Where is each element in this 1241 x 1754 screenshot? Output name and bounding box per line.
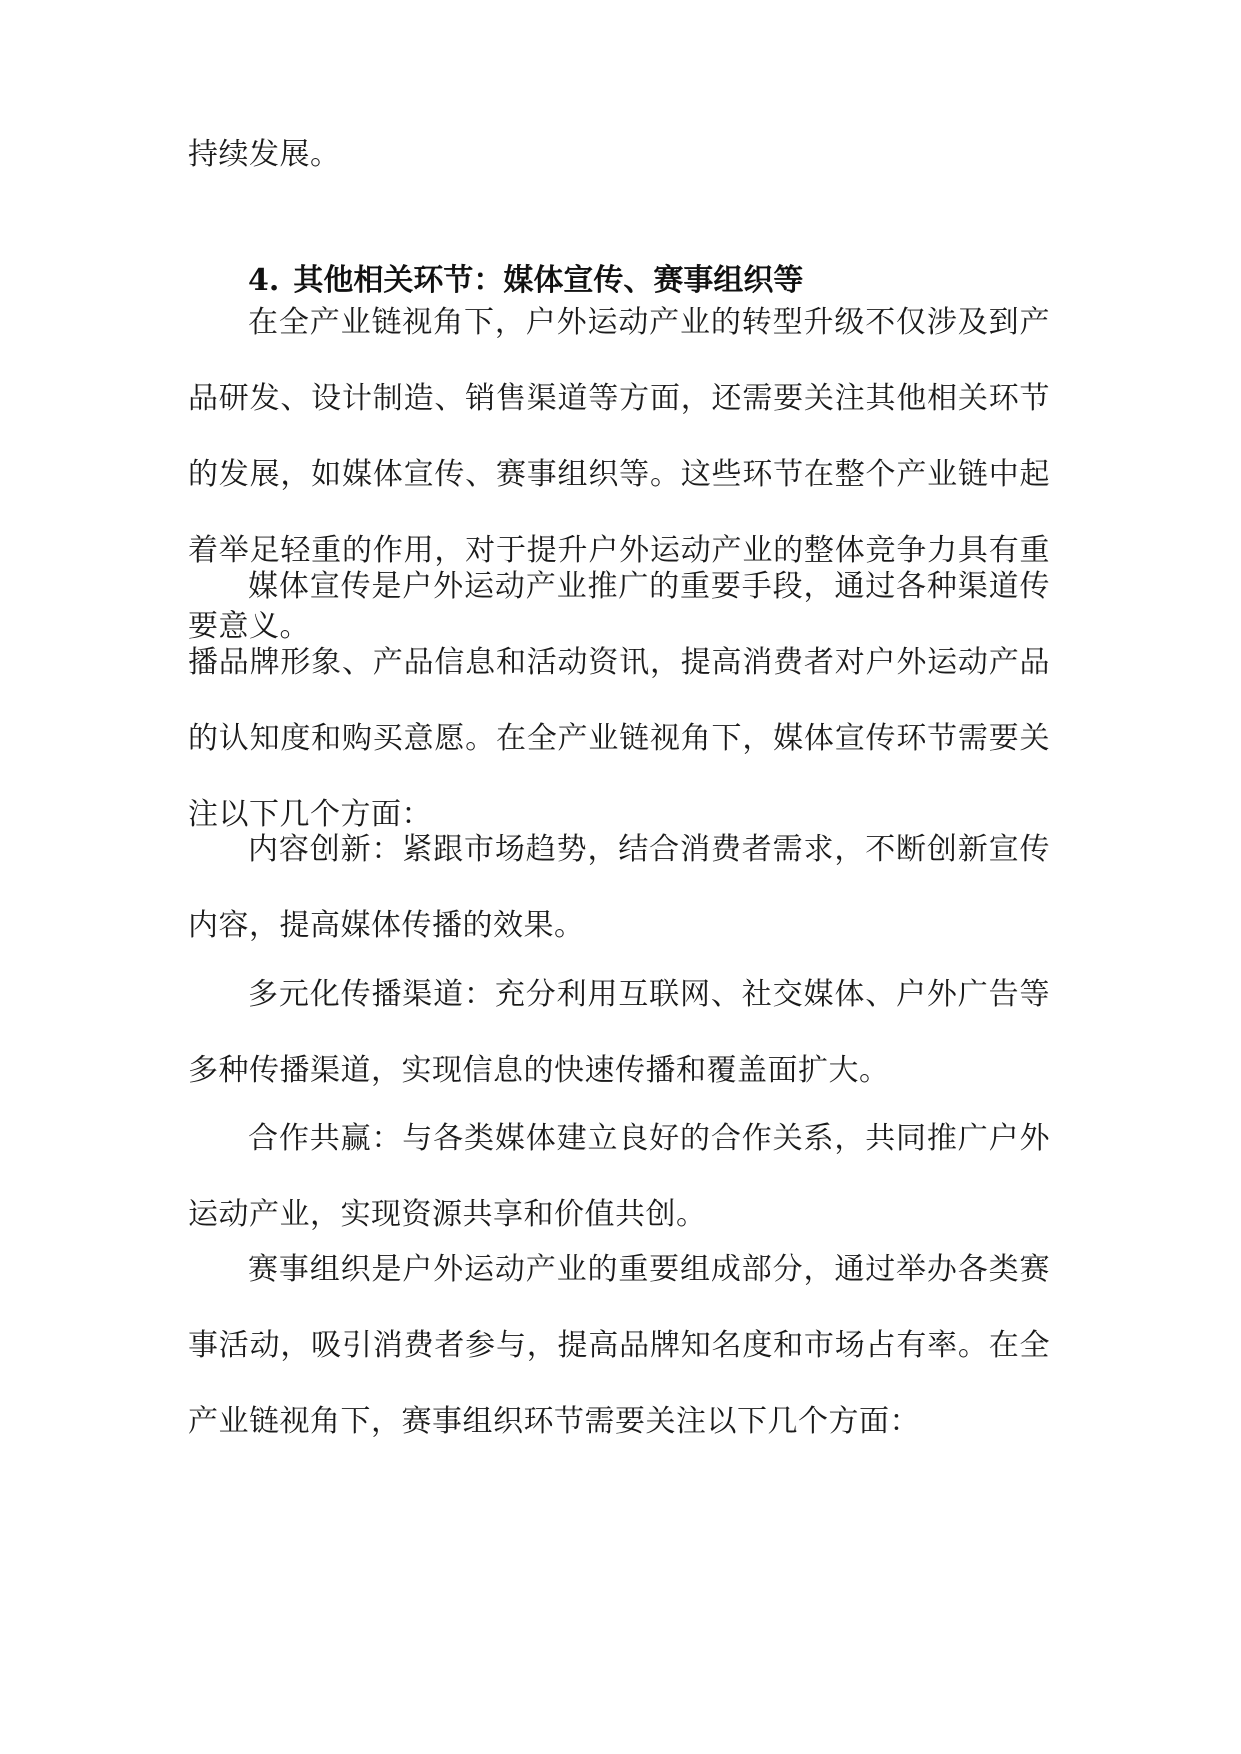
section-title: 其他相关环节：媒体宣传、赛事组织等 <box>293 263 804 298</box>
paragraph-cooperation: 合作共赢：与各类媒体建立良好的合作关系，共同推广户外运动产业，实现资源共享和价值共创。 <box>188 1121 1050 1232</box>
paragraph-content-innovation: 内容创新：紧跟市场趋势，结合消费者需求，不断创新宣传内容，提高媒体传播的效果。 <box>188 832 1050 943</box>
paragraph-multichannel: 多元化传播渠道：充分利用互联网、社交媒体、户外广告等多种传播渠道，实现信息的快速传播和覆盖面扩大。 <box>188 977 1050 1088</box>
continuation-text: 持续发展。 <box>188 137 341 172</box>
paragraph-overview: 在全产业链视角下，户外运动产业的转型升级不仅涉及到产品研发、设计制造、销售渠道等方面，还需要关注其他相关环节的发展，如媒体宣传、赛事组织等。这些环节在整个产业链中起着举足轻重的作用，对于提升户外运动产业的整体竞争力具有重要意义。 <box>188 305 1050 644</box>
paragraph-event-intro: 赛事组织是户外运动产业的重要组成部分，通过举办各类赛事活动，吸引消费者参与，提高品牌知名度和市场占有率。在全产业链视角下，赛事组织环节需要关注以下几个方面： <box>188 1252 1050 1439</box>
section-number: 4. <box>248 263 280 298</box>
paragraph-media-intro: 媒体宣传是户外运动产业推广的重要手段，通过各种渠道传播品牌形象、产品信息和活动资讯，提高消费者对户外运动产品的认知度和购买意愿。在全产业链视角下，媒体宣传环节需要关注以下几个方面： <box>188 569 1050 832</box>
